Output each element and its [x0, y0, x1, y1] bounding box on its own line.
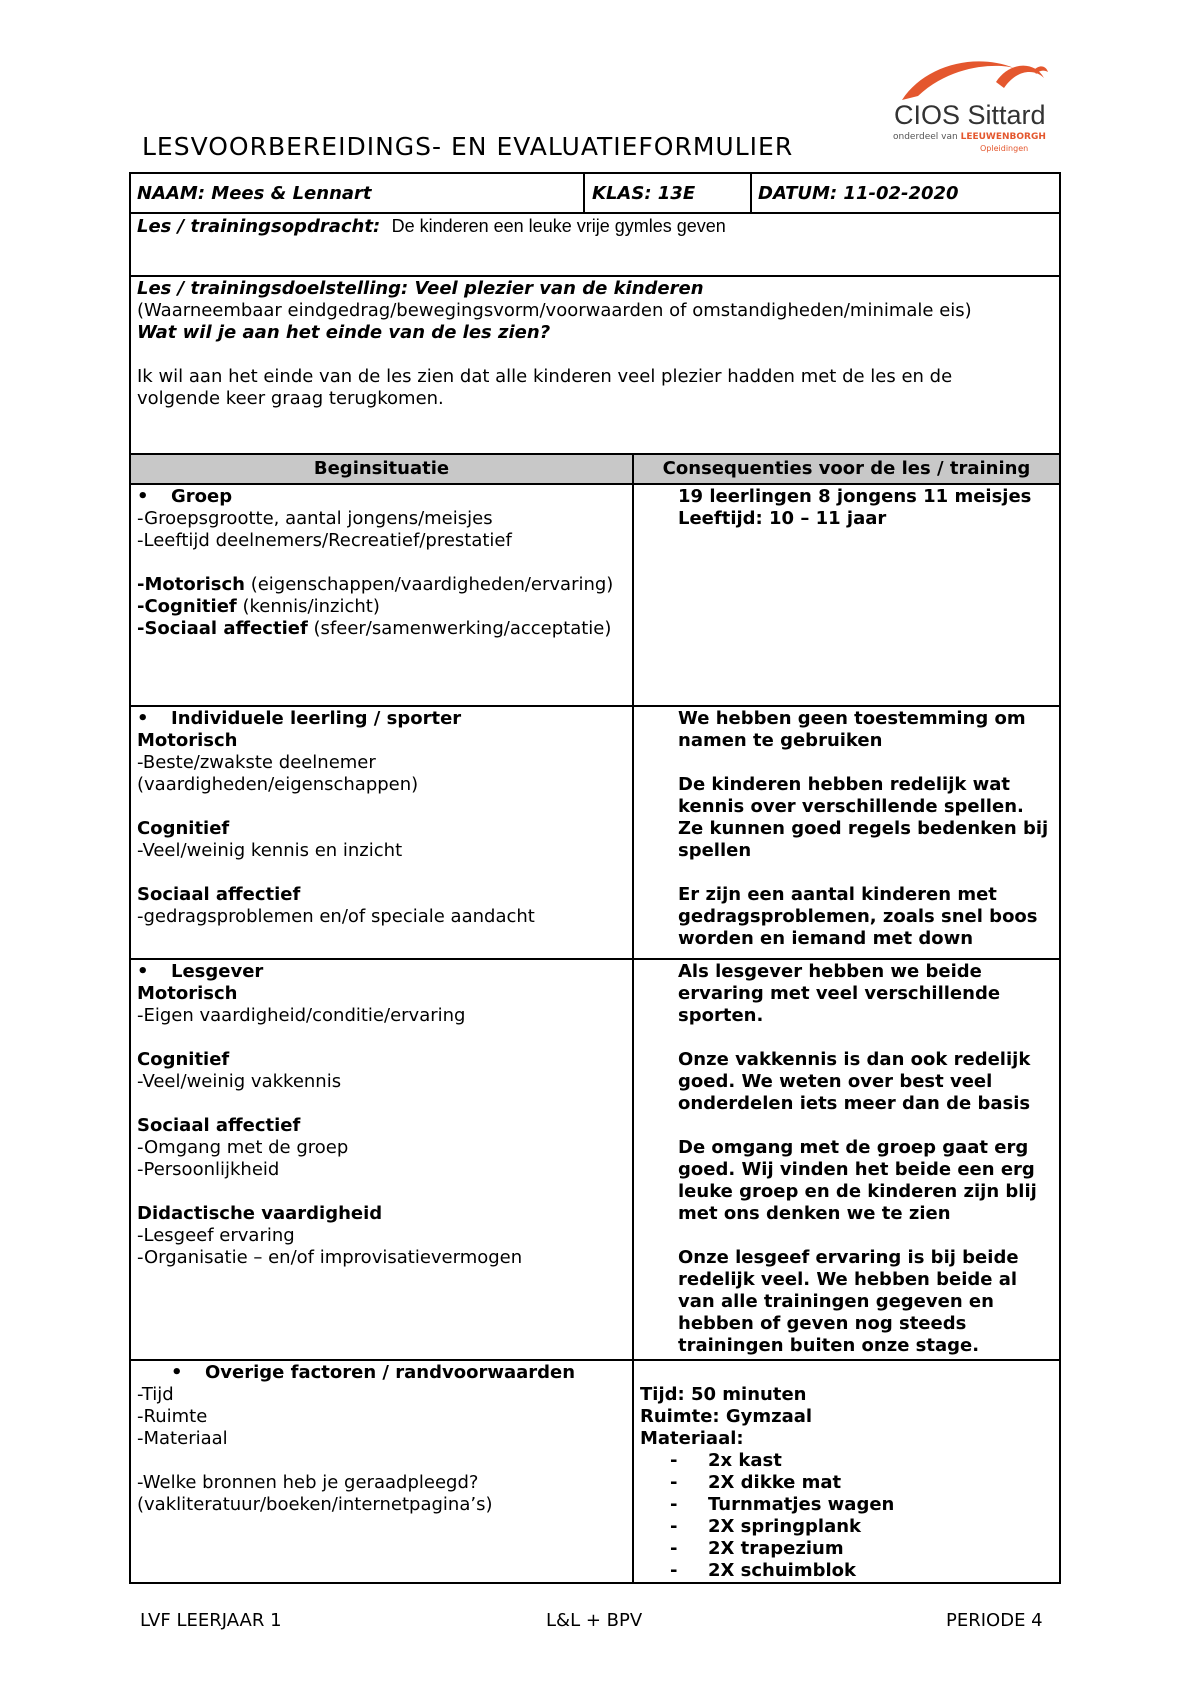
lesgever-right-line: Als lesgever hebben we beide: [678, 961, 982, 982]
lesgever-right-line: redelijk veel. We hebben beide al: [678, 1269, 1018, 1290]
header-beginsituatie: Beginsituatie: [313, 458, 450, 479]
bullet-icon: •: [137, 486, 149, 507]
overige-left: [137, 1362, 575, 1516]
individueel-left: [137, 708, 535, 928]
individueel-motorisch-2: (vaardigheden/eigenschappen): [137, 774, 419, 795]
groep-item-motorisch: -Motorisch: [137, 574, 245, 595]
lesgever-right: [678, 961, 1037, 1357]
opdracht-row: [137, 215, 726, 238]
overige-right-ruimte: Ruimte: Gymzaal: [640, 1406, 813, 1427]
overige-right-tijd: Tijd: 50 minuten: [640, 1384, 807, 1405]
doelstelling-label: Les / trainingsdoelstelling: Veel plezier van de kinderen: [137, 278, 704, 299]
overige-right: [640, 1384, 894, 1582]
individueel-title: Individuele leerling / sporter: [171, 708, 462, 729]
naam-field: NAAM: Mees & Lennart: [137, 183, 372, 204]
groep-title: Groep: [171, 486, 233, 507]
lesgever-right-line: Onze vakkennis is dan ook redelijk: [678, 1049, 1031, 1070]
material-item: - 2X springplank: [670, 1516, 861, 1537]
footer-left: LVF LEERJAAR 1: [140, 1610, 282, 1631]
footer-right: PERIODE 4: [946, 1610, 1043, 1631]
lesgever-didactisch-1: -Lesgeef ervaring: [137, 1225, 295, 1246]
lesgever-motorisch: Motorisch: [137, 983, 238, 1004]
individueel-cognitief-line: -Veel/weinig kennis en inzicht: [137, 840, 403, 861]
lesgever-right-line: sporten.: [678, 1005, 764, 1026]
logo-subtext: onderdeel van LEEUWENBORGH: [893, 132, 1046, 142]
lesgever-cognitief-line: -Veel/weinig vakkennis: [137, 1071, 342, 1092]
individueel-right-line: Er zijn een aantal kinderen met: [678, 884, 997, 905]
opdracht-value: De kinderen een leuke vrije gymles geven: [391, 216, 726, 236]
doelstelling-answer-1: Ik wil aan het einde van de les zien dat alle kinderen veel plezier hadden met de les en de: [137, 366, 953, 387]
lesgever-title: Lesgever: [171, 961, 264, 982]
overige-line-3: -Materiaal: [137, 1428, 228, 1449]
lesgever-right-line: onderdelen iets meer dan de basis: [678, 1093, 1031, 1114]
individueel-motorisch: Motorisch: [137, 730, 238, 751]
datum-field: DATUM: 11-02-2020: [758, 183, 959, 204]
bullet-icon: •: [137, 708, 149, 729]
header-consequenties: Consequenties voor de les / training: [662, 458, 1031, 479]
individueel-right-line: De kinderen hebben redelijk wat: [678, 774, 1011, 795]
individueel-right-line: spellen: [678, 840, 752, 861]
individueel-right-line: namen te gebruiken: [678, 730, 883, 751]
material-item: - 2X dikke mat: [670, 1472, 842, 1493]
doelstelling-question: Wat wil je aan het einde van de les zien?: [137, 322, 551, 343]
groep-right-2: Leeftijd: 10 – 11 jaar: [678, 508, 887, 529]
lesgever-didactisch: Didactische vaardigheid: [137, 1203, 383, 1224]
individueel-motorisch-1: -Beste/zwakste deelnemer: [137, 752, 376, 773]
lesgever-sociaal-1: -Omgang met de groep: [137, 1137, 349, 1158]
groep-item-cognitief: -Cognitief: [137, 596, 237, 617]
individueel-sociaal: Sociaal affectief: [137, 884, 301, 905]
footer-center: L&L + BPV: [546, 1610, 643, 1631]
individueel-right-line: kennis over verschillende spellen.: [678, 796, 1024, 817]
lesgever-right-line: met ons denken we te zien: [678, 1203, 951, 1224]
lesgever-right-line: hebben of geven nog steeds: [678, 1313, 967, 1334]
individueel-right-line: worden en iemand met down: [678, 928, 974, 949]
individueel-sociaal-line: -gedragsproblemen en/of speciale aandacht: [137, 906, 535, 927]
lesgever-right-line: goed. Wij vinden het beide een erg: [678, 1159, 1035, 1180]
overige-title: Overige factoren / randvoorwaarden: [205, 1362, 576, 1383]
material-item: - Turnmatjes wagen: [670, 1494, 895, 1515]
overige-line-1: -Tijd: [137, 1384, 174, 1405]
lesgever-cognitief: Cognitief: [137, 1049, 230, 1070]
lesgever-left: [137, 961, 522, 1269]
individueel-right: [678, 708, 1048, 950]
material-item: - 2X schuimblok: [670, 1560, 856, 1581]
lesgever-right-line: leuke groep en de kinderen zijn blij: [678, 1181, 1037, 1202]
groep-right-1: 19 leerlingen 8 jongens 11 meisjes: [678, 486, 1032, 507]
groep-line-2: -Leeftijd deelnemers/Recreatief/prestatief: [137, 530, 512, 551]
bullet-icon: •: [137, 961, 149, 982]
logo-subtext-2: Opleidingen: [980, 144, 1029, 153]
doelstelling-hint: (Waarneembaar eindgedrag/bewegingsvorm/voorwaarden of omstandigheden/minimale eis): [137, 300, 972, 321]
overige-question-2: (vakliteratuur/boeken/internetpagina’s): [137, 1494, 493, 1515]
doelstelling-answer-2: volgende keer graag terugkomen.: [137, 388, 444, 409]
lesgever-sociaal: Sociaal affectief: [137, 1115, 301, 1136]
cios-logo: [884, 56, 1056, 156]
logo-text: CIOS Sittard: [894, 100, 1046, 130]
opdracht-label: Les / trainingsopdracht:: [137, 216, 381, 237]
groep-line-1: -Groepsgrootte, aantal jongens/meisjes: [137, 508, 493, 529]
lesgever-right-line: trainingen buiten onze stage.: [678, 1335, 980, 1356]
lesgever-didactisch-2: -Organisatie – en/of improvisatievermogen: [137, 1247, 523, 1268]
groep-item-cognitief-rest: (kennis/inzicht): [236, 596, 380, 617]
overige-question-1: -Welke bronnen heb je geraadpleegd?: [137, 1472, 479, 1493]
individueel-right-line: gedragsproblemen, zoals snel boos: [678, 906, 1038, 927]
lesgever-right-line: De omgang met de groep gaat erg: [678, 1137, 1029, 1158]
lesgever-right-line: van alle trainingen gegeven en: [678, 1291, 994, 1312]
overige-line-2: -Ruimte: [137, 1406, 208, 1427]
lesgever-right-line: ervaring met veel verschillende: [678, 983, 1001, 1004]
groep-right: [678, 486, 1031, 530]
groep-left: [137, 486, 613, 640]
lesgever-motorisch-line: -Eigen vaardigheid/conditie/ervaring: [137, 1005, 466, 1026]
groep-item-motorisch-rest: (eigenschappen/vaardigheden/ervaring): [244, 574, 614, 595]
bullet-icon: •: [171, 1362, 183, 1383]
material-item: - 2X trapezium: [670, 1538, 844, 1559]
lesgever-right-line: goed. We weten over best veel: [678, 1071, 993, 1092]
material-item: - 2x kast: [670, 1450, 782, 1471]
individueel-right-line: We hebben geen toestemming om: [678, 708, 1026, 729]
overige-right-materiaal: Materiaal:: [640, 1428, 744, 1449]
lesgever-right-line: Onze lesgeef ervaring is bij beide: [678, 1247, 1019, 1268]
page-title: LESVOORBEREIDINGS- EN EVALUATIEFORMULIER: [142, 132, 794, 161]
individueel-right-line: Ze kunnen goed regels bedenken bij: [678, 818, 1049, 839]
groep-item-sociaal-rest: (sfeer/samenwerking/acceptatie): [307, 618, 612, 639]
groep-item-sociaal: -Sociaal affectief: [137, 618, 308, 639]
individueel-cognitief: Cognitief: [137, 818, 230, 839]
klas-field: KLAS: 13E: [592, 183, 696, 204]
lesgever-sociaal-2: -Persoonlijkheid: [137, 1159, 280, 1180]
doelstelling-block: [137, 278, 972, 410]
